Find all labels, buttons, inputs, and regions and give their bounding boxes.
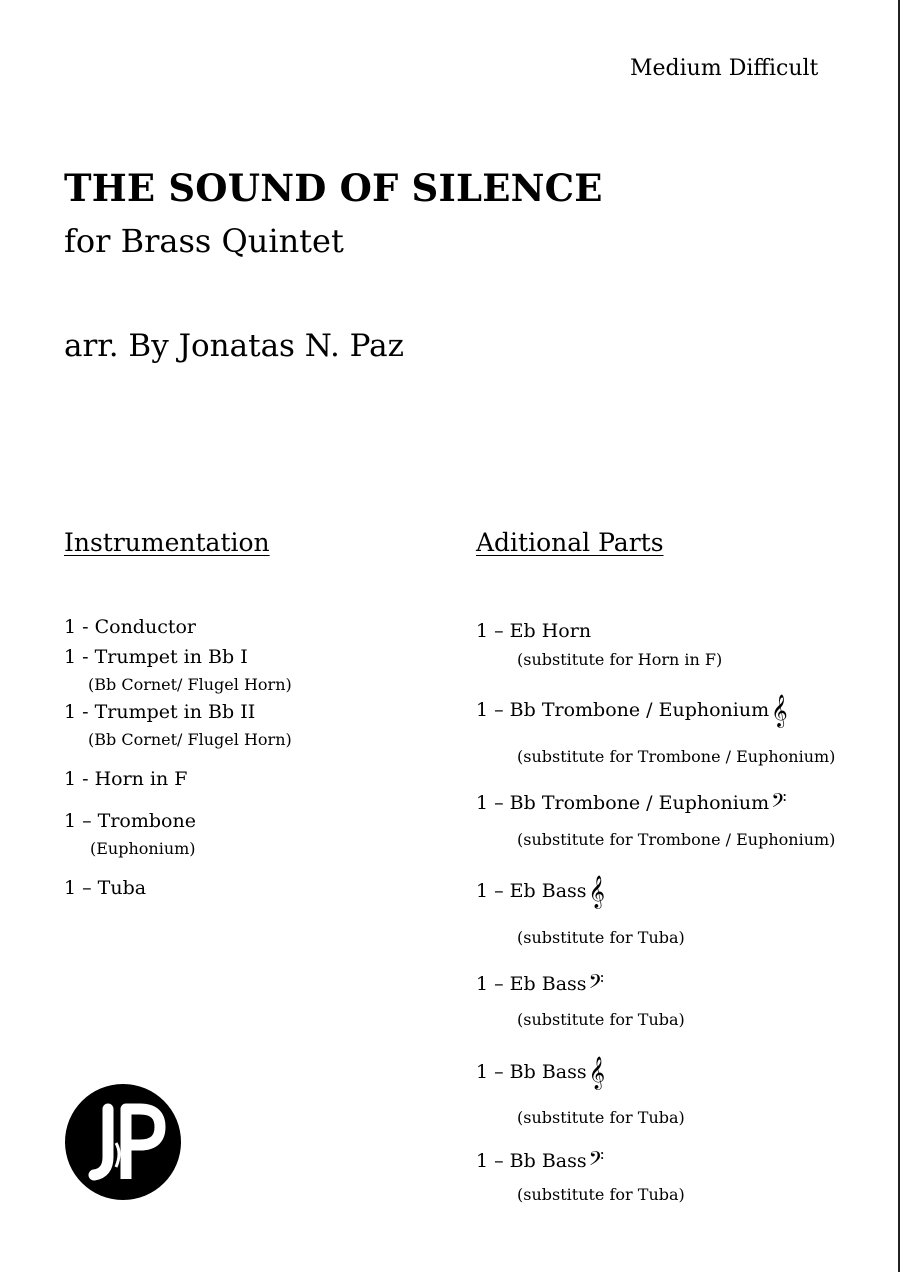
part-label: 1 – Eb Bass: [476, 973, 587, 995]
instrument-item: 1 - Trumpet in Bb II: [64, 701, 256, 723]
instrument-item: 1 - Horn in F: [64, 768, 188, 790]
additional-part-note: (substitute for Horn in F): [517, 650, 723, 669]
additional-part-note: (substitute for Tuba): [517, 928, 685, 947]
additional-part-note: (substitute for Tuba): [517, 1010, 685, 1029]
additional-part-item: [476, 694, 788, 727]
instrument-item: 1 – Trombone: [64, 810, 196, 832]
instrument-note: (Euphonium): [90, 839, 196, 858]
additional-part-item: [476, 1056, 606, 1089]
additional-part-note: (substitute for Tuba): [517, 1185, 685, 1204]
additional-part-item: [476, 970, 604, 998]
bass-clef-icon: 𝄢: [588, 970, 604, 998]
part-label: 1 – Bb Bass: [476, 1061, 587, 1083]
part-label: 1 – Bb Trombone / Euphonium: [476, 792, 770, 814]
arranger-credit: arr. By Jonatas N. Paz: [64, 328, 404, 364]
page-subtitle: for Brass Quintet: [64, 222, 344, 260]
additional-part-note: (substitute for Tuba): [517, 1108, 685, 1127]
page-title: THE SOUND OF SILENCE: [64, 166, 603, 210]
instrument-note: (Bb Cornet/ Flugel Horn): [88, 675, 292, 694]
part-label: 1 – Bb Bass: [476, 1150, 587, 1172]
additional-parts-heading: Aditional Parts: [476, 528, 664, 557]
treble-clef-icon: 𝄞: [588, 1056, 606, 1089]
additional-part-note: (substitute for Trombone / Euphonium): [517, 747, 836, 766]
additional-part-item: [476, 875, 606, 908]
bass-clef-icon: 𝄢: [588, 1147, 605, 1175]
treble-clef-icon: 𝄞: [588, 875, 606, 908]
part-label: 1 – Eb Bass: [476, 880, 587, 902]
instrument-item: 1 - Conductor: [64, 616, 196, 638]
difficulty-label: Medium Difficult: [630, 56, 819, 81]
additional-part-item: [476, 1147, 605, 1175]
treble-clef-icon: 𝄞: [771, 694, 788, 727]
bass-clef-icon: 𝄢: [771, 789, 787, 817]
additional-part-note: (substitute for Trombone / Euphonium): [517, 830, 836, 849]
instrumentation-heading: Instrumentation: [64, 528, 270, 557]
additional-part-item: [476, 789, 787, 817]
instrument-item: 1 – Tuba: [64, 877, 147, 899]
part-label: 1 – Eb Horn: [476, 620, 592, 642]
instrument-item: 1 - Trumpet in Bb I: [64, 646, 248, 668]
jp-logo: [64, 1083, 182, 1201]
instrument-note: (Bb Cornet/ Flugel Horn): [88, 730, 292, 749]
additional-part-item: [476, 620, 591, 642]
part-label: 1 – Bb Trombone / Euphonium: [476, 699, 770, 721]
